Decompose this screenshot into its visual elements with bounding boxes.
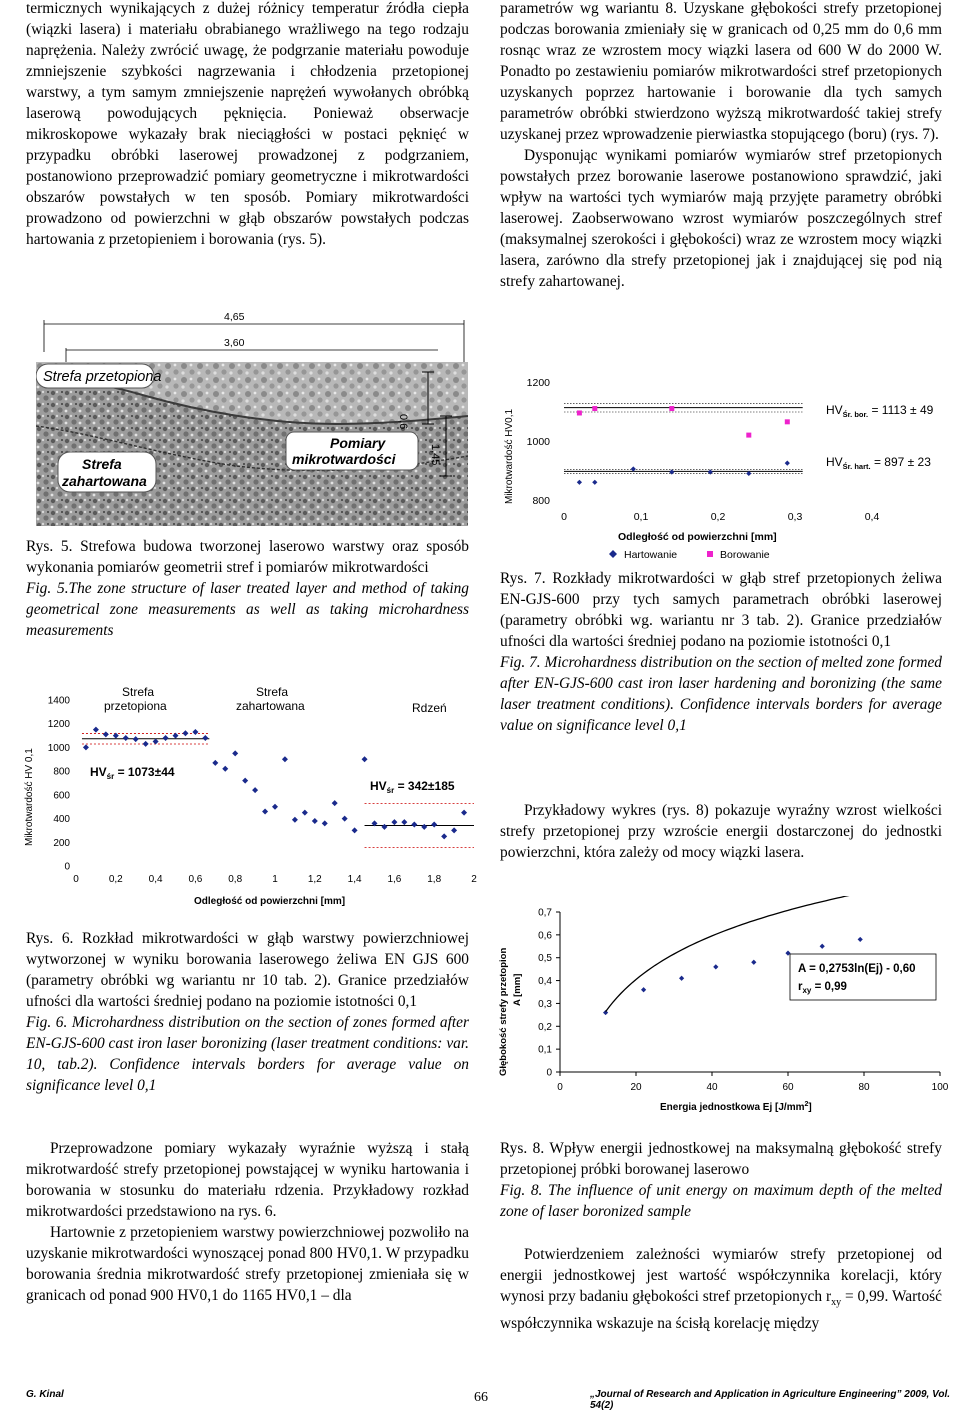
x-tick-label: 0 [561,511,567,523]
zone-label-hardened: zahartowana [62,473,147,489]
caption-polish: Rys. 8. Wpływ energii jednostkowej na maksymalną głębokość strefy przetopionej próbki borowanej laserowo [500,1140,942,1178]
caption-english: Fig. 6. Microhardness distribution on the section of zones formed after EN-GJS-600 cast iron laser boronizing (laser treatment conditions: var. 10, tab.2). Confidence intervals borders for average value on significance level 0,1 [26,1014,469,1094]
data-point [292,817,298,823]
x-tick-label: 60 [782,1082,794,1093]
measurement-label: mikrotwardości [292,451,396,467]
x-tick-label: 0,4 [864,511,880,523]
paragraph: Potwierdzeniem zależności wymiarów strefy przetopionej od energii jednostkowej jest wartość współczynnika korelacji, który wynosi przy badaniu głębokości stref przetopionych $r_{xy} = 0,99$. Wartość współczynnika wskazuje na ścisłą korelację między [500,1246,942,1333]
paragraph: Hartownie z przetopieniem warstwy powierzchniowej pozwoliło na uzyskanie mikrotwardości wynoszącej ponad 800 HV0,1. W przypadku borowania średnia mikrotwardość strefy przetopionej zmieniała się w granicach od ponad 900 HV0,1 do 1165 HV0,1 – dla [26,1224,469,1304]
figure-5-caption [26,536,469,641]
x-tick-label: 1,6 [387,874,402,885]
fit-r-value: $r_{xy} = 0,99$ [798,981,847,995]
x-axis-label: Odległość od powierzchni [mm] [618,531,777,543]
annotation-strefa: Strefa [122,685,155,699]
figure-7-chart [496,368,956,568]
data-point [143,741,149,747]
x-tick-label: 1,8 [427,874,442,885]
data-point [312,818,318,824]
zone-label-melted: Strefa przetopiona [43,369,162,385]
x-tick-label: 0,2 [108,874,123,885]
legend [609,549,770,561]
x-tick-label: 80 [858,1082,870,1093]
measurement-label: Pomiary [330,435,386,451]
figure-8-chart [494,896,960,1120]
annotation-przetopiona: przetopiona [104,699,167,713]
data-point [103,731,109,737]
x-axis-label: Energia jednostkowa Ej $[J/mm^2]$ [660,1101,812,1113]
data-point [232,750,238,756]
data-point [381,824,387,830]
paragraph: Dysponując wynikami pomiarów wymiarów stref przetopionych powstałych przez borowanie laserowe postanowiono sprawdzić, jaki wpływ na wartości tych wymiarów mają przyjęte parametry obróbki laserowej. Zaobserwowano wzrost wymiarów poszczególnych stref (maksymalnej szerokości i głębokości) wraz ze wzrostem mocy wiązki lasera, zarówno dla strefy przetopionej jak i znajdującej się pod nią strefy zahartowanej. [500,147,942,290]
data-point [272,804,278,810]
annotation-hv-mean-2: $HV_{śr} = 342\pm 185$ [370,779,455,795]
data-point [641,987,646,992]
data-point [123,735,129,741]
annotation-hv-hardening: $HV_{Śr. hart.} = 897 \pm 23$ [826,455,931,471]
data-point [362,756,368,762]
data-point [411,822,417,828]
annotation-rdzen: Rdzeń [412,701,447,715]
x-axis-label: Odległość od powierzchni [mm] [194,896,346,906]
x-tick-label: 20 [630,1082,642,1093]
data-point-hartowanie [631,466,636,471]
caption-english: Fig. 5.The zone structure of laser treated layer and method of taking geometrical zone measurements as well as taking microhardness measurements [26,580,469,639]
y-tick-label: 0,4 [538,976,552,988]
y-tick-label: 600 [53,790,70,802]
caption-english: Fig. 7. Microhardness distribution on the section of melted zone formed after EN-GJS-600 cast iron laser hardening and boronizing (the same laser treatment conditions). Confidence intervals borders for average value on significance level 0,1 [500,654,942,734]
x-tick-label: 0,1 [633,511,649,523]
data-point [113,733,119,739]
y-tick-label: 1000 [47,742,70,754]
x-tick-label: 0,3 [787,511,803,523]
x-tick-label: 0 [557,1082,563,1093]
data-point [421,824,427,830]
figure-5-graphic [36,306,468,526]
x-tick-label: 100 [931,1082,949,1093]
data-point [322,820,328,826]
data-point [282,756,288,762]
caption-polish: Rys. 7. Rozkłady mikrotwardości w głąb stref przetopionych żeliwa EN-GJS-600 przy tych samych parametrach obróbki laserowej (parametry obróbki wg. wariantu nr 3 tab. 2). Granice przedziałów ufności dla wartości średniej podano na poziomie istotności 0,1 [500,570,942,650]
x-tick-label: 40 [706,1082,718,1093]
data-point [182,730,188,736]
right-column-bottom [500,1244,942,1334]
y-tick-label: 200 [53,837,70,849]
data-point [858,937,863,942]
left-column-top [26,0,469,250]
legend-marker-hartowanie [609,550,617,558]
paragraph: termicznych wynikających z dużej różnicy temperatur źródła ciepła (wiązki lasera) i materiału obrabianego wrażliwego na tego rodzaju naprężenia. Należy zwrócić uwagę, że podgrzanie materiału powoduje zmniejszenie szybkości nagrzewania i chłodzenia przetopionej warstwy, a tym samym zmniejszenie naprężeń wywołanych obróbką laserową powodujących pęknięcia. Ponieważ obserwacje mikroskopowe wykazały brak nieciągłości w postaci pęknięć w przypadku obróbki laserowej prowadzonej z podgrzaniem, postanowiono przeprowadzić pomiary geometryczne i mikrotwardości obszarów powstałych w ten sposób. Pomiary mikrotwardości prowadzono od powierzchni w głąb obszarów powstałych podczas hartowania z przetopieniem i borowania (rys. 5). [26,0,469,248]
data-point [153,739,159,745]
x-tick-label: 0,2 [710,511,726,523]
data-point [173,733,179,739]
y-tick-label: 0 [546,1067,552,1079]
x-tick-label: 1 [272,874,278,885]
data-point [222,766,228,772]
footer-author: G. Kinal [26,1389,64,1400]
caption-polish: Rys. 6. Rozkład mikrotwardości w głąb warstwy powierzchniowej wytworzonej w wyniku borowania laserowego żeliwa EN GJS 600 (parametry obróbki wg wariantu nr 10 tab. 2). Granice przedziałów ufności dla wartości średniej podano na poziomie istotności 0,1 [26,930,469,1010]
x-tick-label: 0 [73,874,79,885]
data-point [391,819,397,825]
annotation-hv-mean-1: $HV_{śr} = 1073\pm 44$ [90,765,175,781]
data-point-hartowanie [785,461,790,466]
zone-label-hardened: Strefa [82,456,122,472]
x-tick-label: 0,8 [228,874,243,885]
y-tick-label: 400 [53,814,70,826]
annotation-zahartowana: zahartowana [236,699,305,713]
legend-label: Hartowanie [624,549,678,561]
data-point [212,760,218,766]
data-point-borowanie [669,406,674,411]
figure-6-chart [14,676,484,906]
data-point [713,964,718,969]
y-axis-label: Mikrotwardość HV 0,1 [24,748,35,846]
paragraph: Przeprowadzone pomiary wykazały wyraźnie wyższą i stałą mikrotwardość strefy przetopionej powstającej w wyniku hartowania i borowania w stosunku do materiału rdzenia. Przykładowy rozkład mikrotwardości przedstawiono na rys. 6. [26,1140,469,1220]
legend-label: Borowanie [720,549,770,561]
x-tick-label: 1,2 [307,874,322,885]
y-tick-label: 800 [53,766,70,778]
caption-english: Fig. 8. The influence of unit energy on maximum depth of the melted zone of laser boronized sample [500,1182,942,1220]
dimension-label: 3,60 [224,337,245,349]
data-point [302,810,308,816]
figure-5 [36,306,468,526]
y-tick-label: 0,2 [538,1021,552,1033]
y-tick-label: 0,7 [538,907,552,919]
page-number: 66 [474,1390,488,1405]
data-point [252,787,258,793]
paragraph: parametrów wg wariantu 8. Uzyskane głębokości strefy przetopionej podczas borowania zmieniały się w granicach od 0,25 mm do 0,6 mm rosnąc wraz ze wzrostem mocy wiązki lasera od 600 W do 2000 W. Ponadto po zestawieniu pomiarów mikrotwardości stref przetopionych uzyskanych poprzez hartowanie i borowanie dla tych samych parametrów obróbki stwierdzono wyższą mikrotwardość takiej strefy uzyskanej przez wprowadzenie pierwiastka stopującego (boru) (rys. 7). [500,0,942,143]
dimension-label: 0,6 [397,414,409,430]
data-point [431,822,437,828]
data-point [93,727,99,733]
dimension-label: 4,65 [224,311,245,323]
figure-7-caption [500,568,942,736]
y-tick-label: 800 [532,495,550,507]
footer-journal: „Journal of Research and Application in Agriculture Engineering” 2009, Vol. 54(2) [590,1389,951,1411]
data-point [83,744,89,750]
data-point [332,800,338,806]
paragraph: Przykładowy wykres (rys. 8) pokazuje wyraźny wzrost wielkości strefy przetopionej przy wzroście energii dostarczonej do jednostki powierzchni, która zależy od mocy wiązki lasera. [500,802,942,861]
y-axis-label: Mikrotwardość HV0,1 [504,408,515,504]
y-axis-label: Głębokość strefy przetopion [498,947,509,1076]
y-tick-label: 0,6 [538,930,552,942]
annotation-strefa: Strefa [256,685,289,699]
figure-7 [496,368,956,568]
caption-polish: Rys. 5. Strefowa budowa tworzonej laserowo warstwy oraz sposób wykonania pomiarów geometrii stref i pomiarów mikrotwardości [26,538,469,576]
data-point [441,833,447,839]
data-point [242,778,248,784]
x-tick-label: 1,4 [347,874,362,885]
annotation-hv-boronizing: $HV_{Śr. bor.} = 1113 \pm 49$ [826,403,934,419]
data-point-borowanie [592,406,597,411]
data-point-hartowanie [669,469,674,474]
legend-marker-borowanie [707,551,713,557]
y-tick-label: 0 [64,861,70,873]
left-column-bottom [26,1138,469,1306]
data-point [451,827,457,833]
right-column-mid [500,800,942,863]
y-tick-label: 0,1 [538,1044,552,1056]
right-column-top [500,0,942,292]
figure-8-caption [500,1138,942,1222]
x-tick-label: 0,6 [188,874,203,885]
data-point [751,960,756,965]
data-point [679,976,684,981]
figure-8 [494,896,960,1120]
data-point-hartowanie [577,480,582,485]
x-tick-label: 0,4 [148,874,163,885]
data-point-borowanie [577,410,582,415]
x-tick-label: 2 [471,874,477,885]
data-point-hartowanie [708,469,713,474]
data-point [820,944,825,949]
dimension-label: 1,45 [429,444,441,466]
y-tick-label: 0,3 [538,998,552,1010]
figure-6 [14,676,484,906]
data-point [401,819,407,825]
y-tick-label: 0,5 [538,953,552,965]
y-tick-label: 1200 [47,719,70,731]
data-point [133,736,139,742]
data-point [192,729,198,735]
data-point-borowanie [785,419,790,424]
data-point-hartowanie [592,480,597,485]
y-tick-label: 1000 [526,436,550,448]
data-point [202,735,208,741]
y-tick-label: 1200 [526,377,550,389]
figure-6-caption [26,928,469,1096]
data-point [262,808,268,814]
data-point [163,735,169,741]
fit-equation: A = 0,2753ln(Ej) - 0,60 [798,963,916,975]
data-point [461,810,467,816]
y-tick-label: 1400 [47,695,70,707]
data-point-borowanie [746,433,751,438]
data-point [352,827,358,833]
data-point [342,816,348,822]
y-axis-label: A [mm] [512,973,523,1006]
fit-box [790,954,936,1000]
